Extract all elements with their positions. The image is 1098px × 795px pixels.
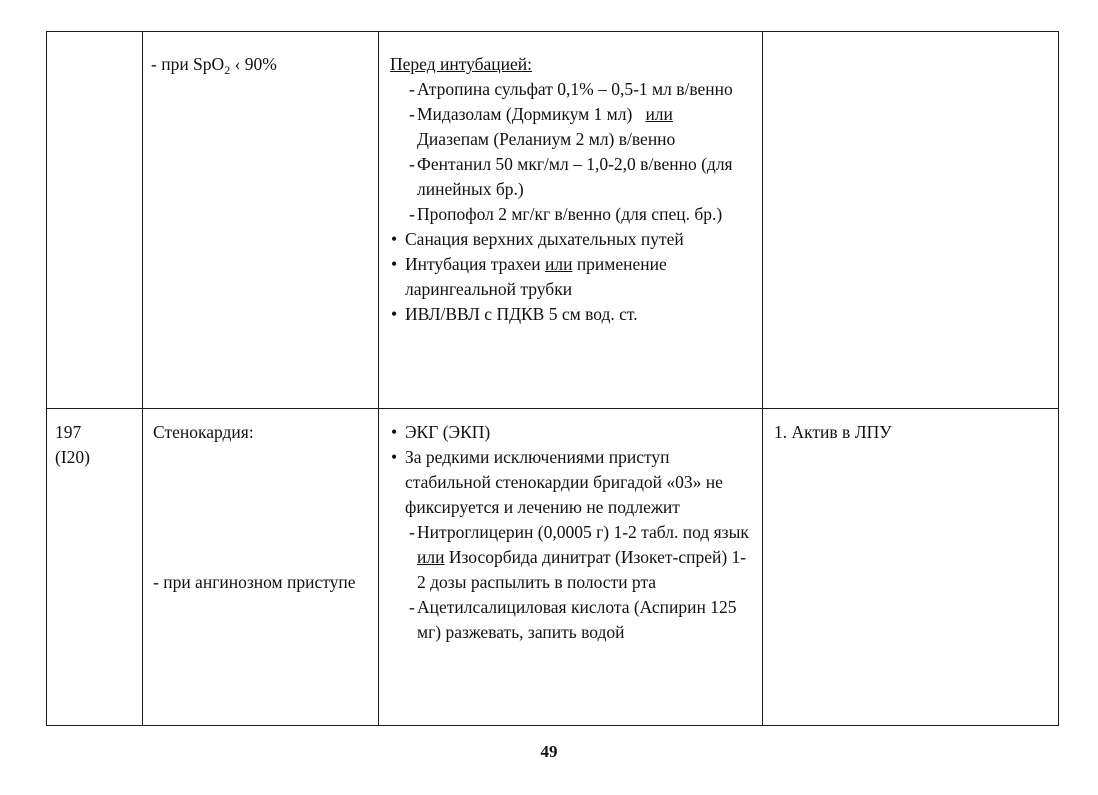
drug-text: Изосорбида динитрат (Изокет-спрей) 1-2 дозы распылить в полости рта [417,547,747,592]
table-row [47,32,1059,409]
page-number: 49 [540,742,558,761]
note-text: 1. Актив в ЛПУ [774,422,892,442]
condition-cell [143,32,379,409]
table-row [47,409,1059,726]
condition-prefix: - при SpO [151,54,225,74]
drug-text: Диазепам (Реланиум 2 мл) в/венно [417,129,676,149]
connector-word: или [544,254,573,274]
drug-item: - Пропофол 2 мг/кг в/венно (для спец. бр.) [390,202,752,227]
bullet-text: Санация верхних дыхательных путей [405,229,684,249]
treatment-heading: Перед интубацией: [390,54,533,74]
bullet-text: ИВЛ/ВВЛ с ПДКВ 5 см вод. ст. [405,304,638,324]
bullet-text: применение ларингеальной трубки [405,254,667,299]
drug-item: - Атропина сульфат 0,1% – 0,5-1 мл в/венно [390,77,752,102]
treatment-cell [379,409,763,726]
drug-text: Мидазолам (Дормикум 1 мл) [417,104,633,124]
icd-code: (I20) [55,447,90,467]
condition-title: Стенокардия: [153,422,254,442]
drug-item: - Ацетилсалициловая кислота (Аспирин 125 мг) разжевать, запить водой [390,595,752,645]
bullet-text: Интубация трахеи [405,254,545,274]
bullet-item [390,227,752,252]
bullet-item [390,252,752,302]
drug-item [390,520,752,595]
connector-word: или [645,104,673,124]
code-number: 197 [55,422,82,442]
note-cell [763,409,1059,726]
code-cell [47,32,143,409]
drug-item [390,102,752,152]
condition-suffix: ‹ 90% [230,54,277,74]
note-cell [763,32,1059,409]
drug-text: Нитроглицерин (0,0005 г) 1-2 табл. под язык [417,522,749,542]
condition-text [151,52,368,77]
condition-cell [143,409,379,726]
bullet-item [390,302,752,327]
treatment-cell [379,32,763,409]
drug-item: - Фентанил 50 мкг/мл – 1,0-2,0 в/венно (для линейных бр.) [390,152,752,202]
condition-subscript: 2 [224,63,231,77]
condition-subtitle: - при ангинозном приступе [153,572,356,592]
bullet-item: • За редкими исключениями приступ стабильной стенокардии бригадой «03» не фиксируется и лечению не подлежит [390,445,752,520]
connector-word: или [417,547,445,567]
bullet-item: • ЭКГ (ЭКП) [390,420,752,445]
protocol-table [46,31,1059,726]
spacer [153,445,368,570]
code-cell [47,409,143,726]
